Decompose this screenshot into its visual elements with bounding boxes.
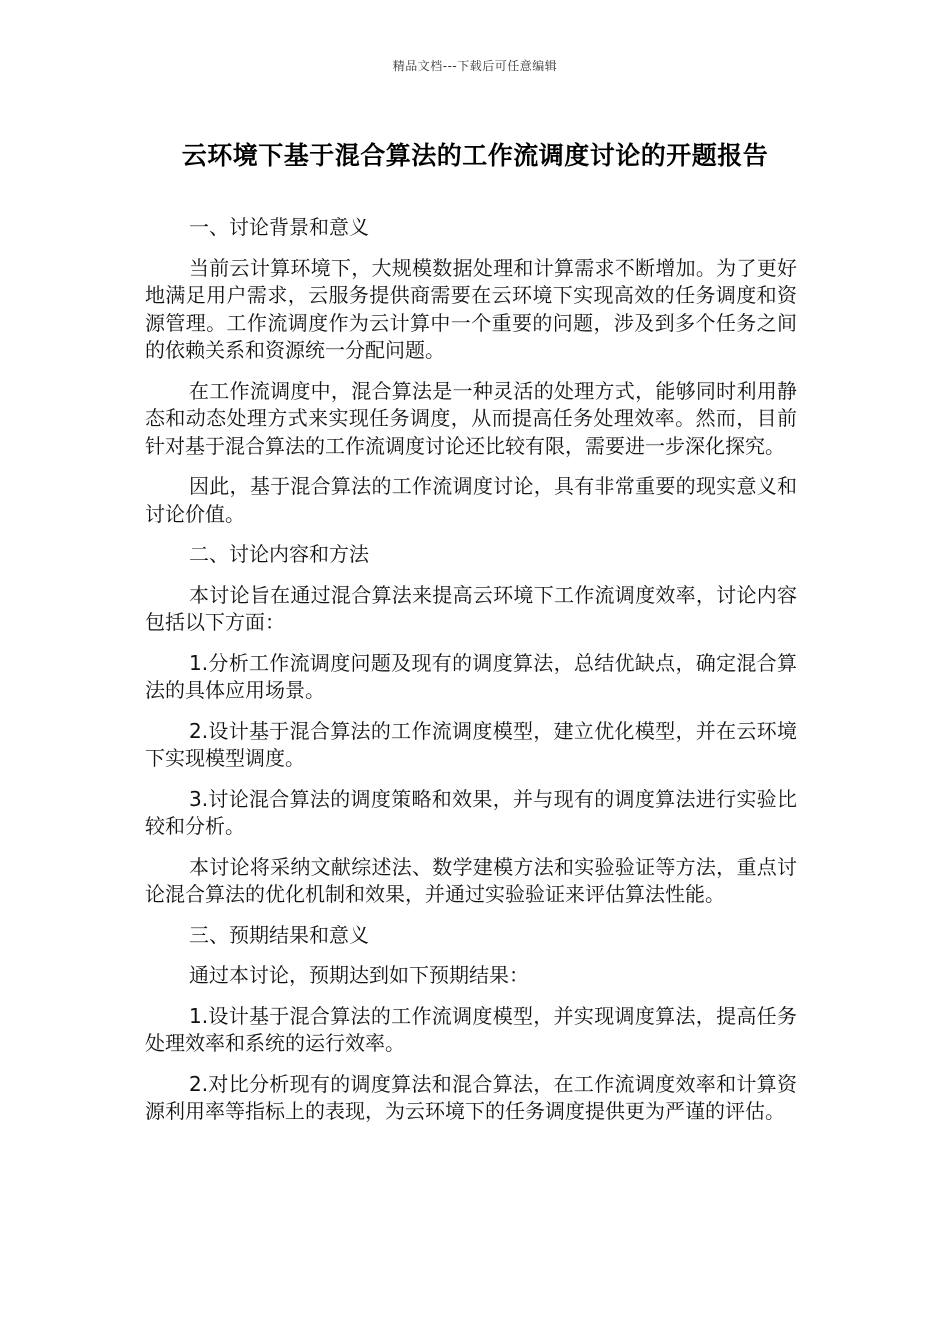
paragraph: 在工作流调度中，混合算法是一种灵活的处理方式，能够同时利用静态和动态处理方式来实现任务调度，从而提高任务处理效率。然而，目前针对基于混合算法的工作流调度讨论还比较有限，需要进一步深化探究。 bbox=[145, 378, 797, 458]
list-item: 1.分析工作流调度问题及现有的调度算法，总结优缺点，确定混合算法的具体应用场景。 bbox=[145, 650, 797, 702]
section-heading-content-methods: 二、讨论内容和方法 bbox=[189, 542, 369, 566]
section-heading-expected-results: 三、预期结果和意义 bbox=[189, 922, 369, 947]
paragraph: 当前云计算环境下，大规模数据处理和计算需求不断增加。为了更好地满足用户需求，云服务提供商需要在云环境下实现高效的任务调度和资源管理。工作流调度作为云计算中一个重要的问题，涉及到多个任务之间的依赖关系和资源统一分配问题。 bbox=[145, 255, 797, 362]
paragraph: 因此，基于混合算法的工作流调度讨论，具有非常重要的现实意义和讨论价值。 bbox=[145, 474, 797, 526]
paragraph: 通过本讨论，预期达到如下预期结果： bbox=[189, 963, 529, 987]
paragraph: 本讨论旨在通过混合算法来提高云环境下工作流调度效率，讨论内容包括以下方面： bbox=[145, 582, 797, 634]
paragraph: 本讨论将采纳文献综述法、数学建模方法和实验验证等方法，重点讨论混合算法的优化机制和效果，并通过实验验证来评估算法性能。 bbox=[145, 854, 797, 906]
section-heading-background: 一、讨论背景和意义 bbox=[189, 215, 369, 239]
document-body bbox=[145, 214, 797, 1139]
list-item: 2.设计基于混合算法的工作流调度模型，建立优化模型，并在云环境下实现模型调度。 bbox=[145, 718, 797, 770]
list-item: 3.讨论混合算法的调度策略和效果，并与现有的调度算法进行实验比较和分析。 bbox=[145, 786, 797, 838]
list-item: 1.设计基于混合算法的工作流调度模型，并实现调度算法，提高任务处理效率和系统的运行效率。 bbox=[145, 1003, 797, 1055]
page-title: 云环境下基于混合算法的工作流调度讨论的开题报告 bbox=[181, 141, 769, 170]
header-note: 精品文档---下载后可任意编辑 bbox=[392, 59, 558, 73]
list-item: 2.对比分析现有的调度算法和混合算法，在工作流调度效率和计算资源利用率等指标上的表现，为云环境下的任务调度提供更为严谨的评估。 bbox=[145, 1071, 797, 1123]
